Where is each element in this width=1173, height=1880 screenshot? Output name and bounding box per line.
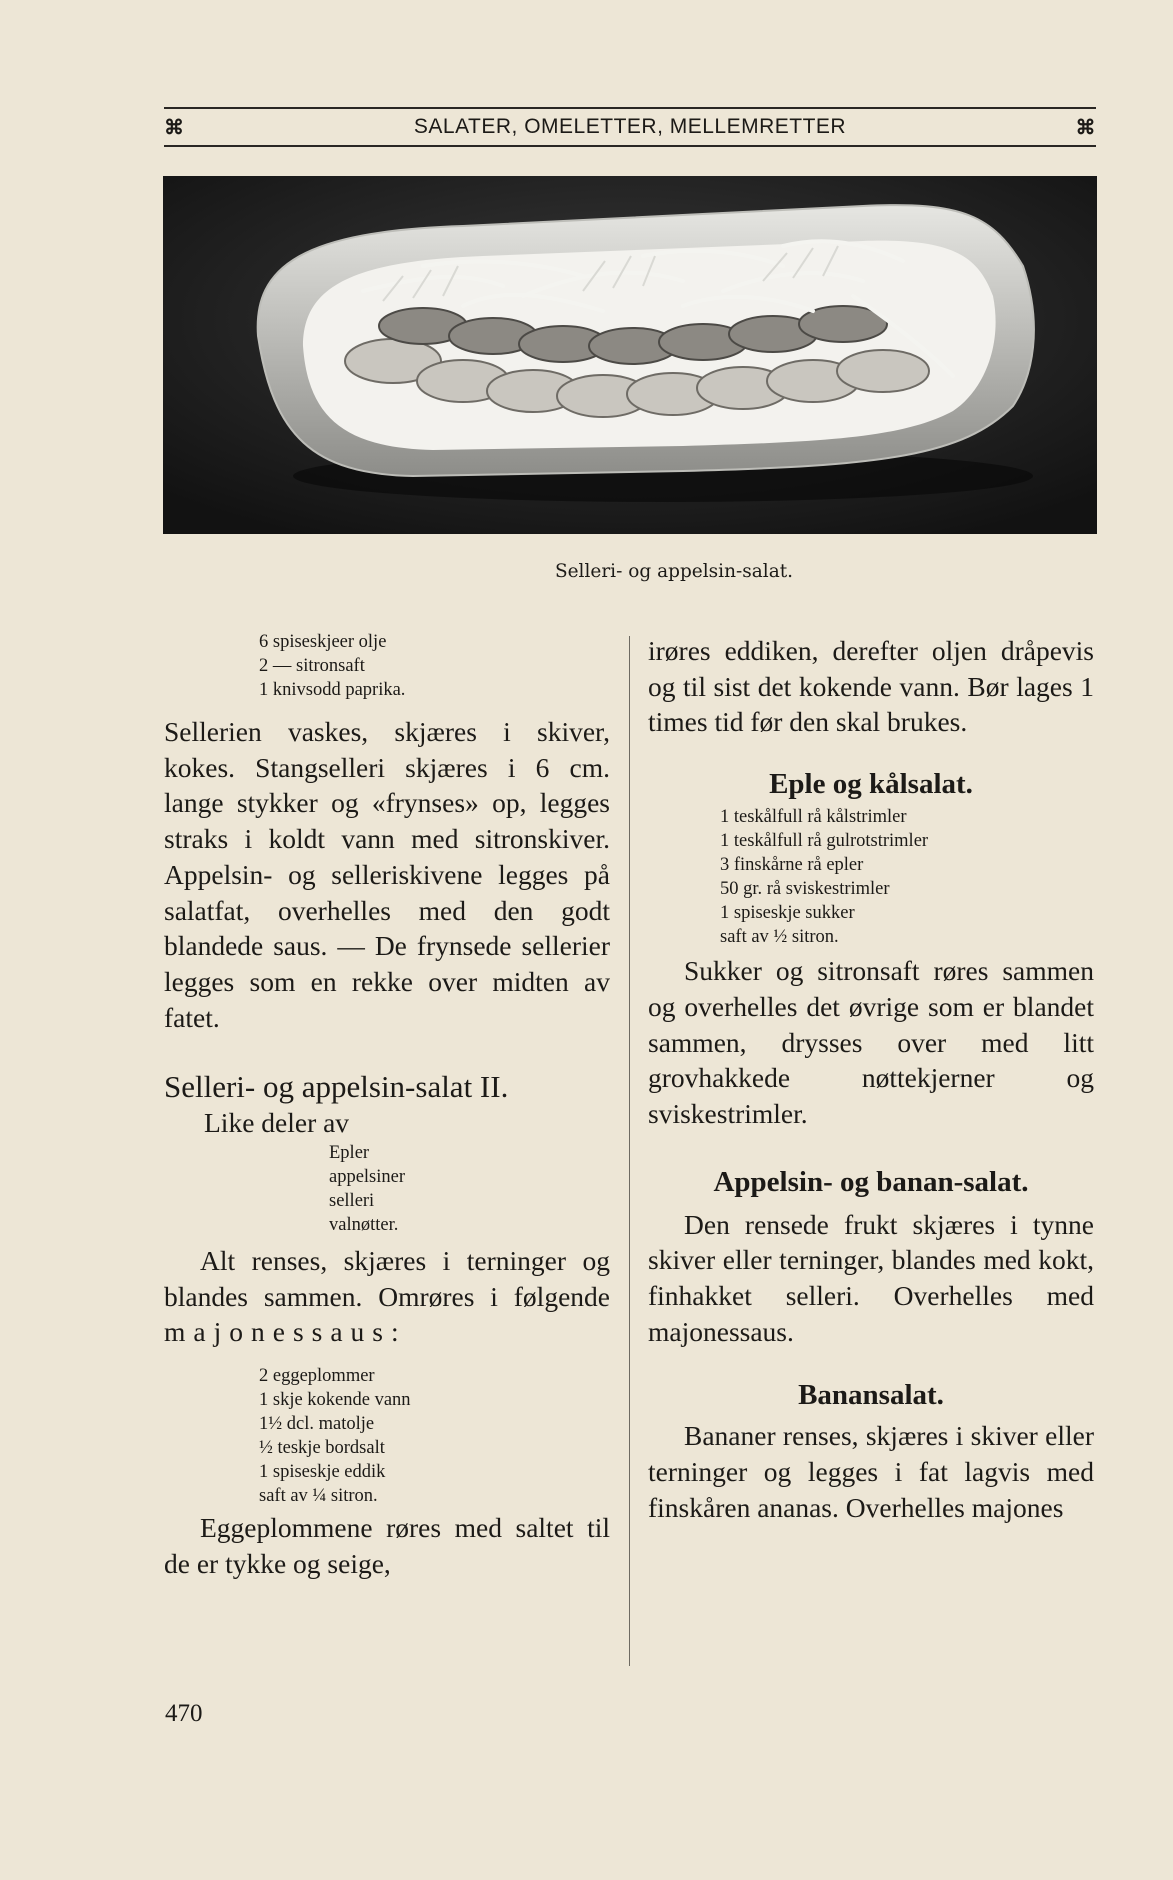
ingredient-line: 1 teskålfull rå kålstrimler [720, 807, 907, 828]
ingredient-list-eple [720, 805, 1094, 949]
ingredient-list-salad-ii [329, 1141, 610, 1237]
photo-caption: Selleri- og appelsin-salat. [554, 561, 794, 582]
ingredient-line: 3 finskårne rå epler [720, 855, 864, 876]
column-divider [629, 636, 630, 1666]
ingredient-line: 1 knivsodd paprika. [259, 680, 406, 700]
header-rule-bottom [164, 145, 1096, 147]
ornament-right-icon: ⌘ [1075, 116, 1096, 139]
ingredient-line: saft av ¼ sitron. [259, 1486, 378, 1507]
recipe-paragraph: Bananer renses, skjæres i skiver eller terninger og legges i fat lagvis med finskåren ananas. Overhelles majones [648, 1420, 1094, 1523]
ingredient-line: saft av ½ sitron. [720, 927, 839, 948]
ingredient-line: 1 spiseskje eddik [259, 1462, 386, 1483]
ingredient-line: Epler [329, 1143, 370, 1164]
recipe-subline: Like deler av [204, 1107, 350, 1139]
recipe-heading: Appelsin- og banan-salat. [713, 1165, 1029, 1198]
ingredient-list-dressing [259, 630, 610, 702]
recipe-heading: Banansalat. [798, 1379, 944, 1412]
recipe-paragraph: Alt renses, skjæres i terninger og blandes sammen. Omrøres i følgende majonessaus: [164, 1245, 610, 1348]
recipe-paragraph: Sellerien vaskes, skjæres i skiver, kokes. Stangselleri skjæres i 6 cm. lange stykker og «frynses» op, legges straks i koldt vann med sitronskiver. Appelsin- og selleriskivene legges på salatfat, overhelles med den godt blandede saus. — De frynsede sellerier legges som en rekke over midten av fatet. [164, 716, 610, 1033]
ingredient-line: 1 spiseskje sukker [720, 903, 855, 924]
right-column [648, 630, 1094, 1526]
header-rule-top [164, 107, 1096, 109]
ingredient-line: 2 eggeplommer [259, 1366, 375, 1387]
ingredient-line: selleri [329, 1191, 375, 1212]
ingredient-line: 1 skje kokende vann [259, 1390, 411, 1411]
ingredient-line: appelsiner [329, 1167, 406, 1188]
salad-dish-illustration [163, 176, 1097, 534]
recipe-heading: Selleri- og appelsin-salat II. [164, 1069, 509, 1105]
ingredient-line: ½ teskje bordsalt [259, 1438, 385, 1459]
recipe-heading: Eple og kålsalat. [769, 768, 973, 801]
salad-photo [163, 176, 1097, 534]
ingredient-list-mayonnaise [259, 1364, 610, 1508]
ingredient-line: 2 — sitronsaft [259, 656, 365, 676]
ornament-left-icon: ⌘ [164, 116, 185, 139]
ingredient-line: 6 spiseskjeer olje [259, 632, 387, 652]
recipe-paragraph: Den rensede frukt skjæres i tynne skiver eller terninger, blandes med kokt, finhakket selleri. Overhelles med majonessaus. [648, 1208, 1094, 1347]
ingredient-line: 50 gr. rå sviskestrimler [720, 879, 890, 900]
left-column [164, 630, 610, 1582]
running-header [164, 112, 1096, 142]
recipe-paragraph: Sukker og sitronsaft røres sammen og overhelles det øvrige som er blandet sammen, drysses over med litt grovhakkede nøttekjerner og sviskestrimler. [648, 955, 1094, 1129]
recipe-paragraph: irøres eddiken, derefter oljen dråpevis og til sist det kokende vann. Bør lages 1 times tid før den skal brukes. [648, 635, 1094, 738]
ingredient-line: 1½ dcl. matolje [259, 1414, 375, 1435]
running-header-title: SALATER, OMELETTER, MELLEMRETTER [413, 115, 847, 138]
ingredient-line: 1 teskålfull rå gulrotstrimler [720, 831, 929, 852]
page-number: 470 [165, 1700, 203, 1727]
recipe-paragraph: Eggeplommene røres med saltet til de er tykke og seige, [164, 1512, 610, 1579]
ingredient-line: valnøtter. [329, 1215, 399, 1236]
